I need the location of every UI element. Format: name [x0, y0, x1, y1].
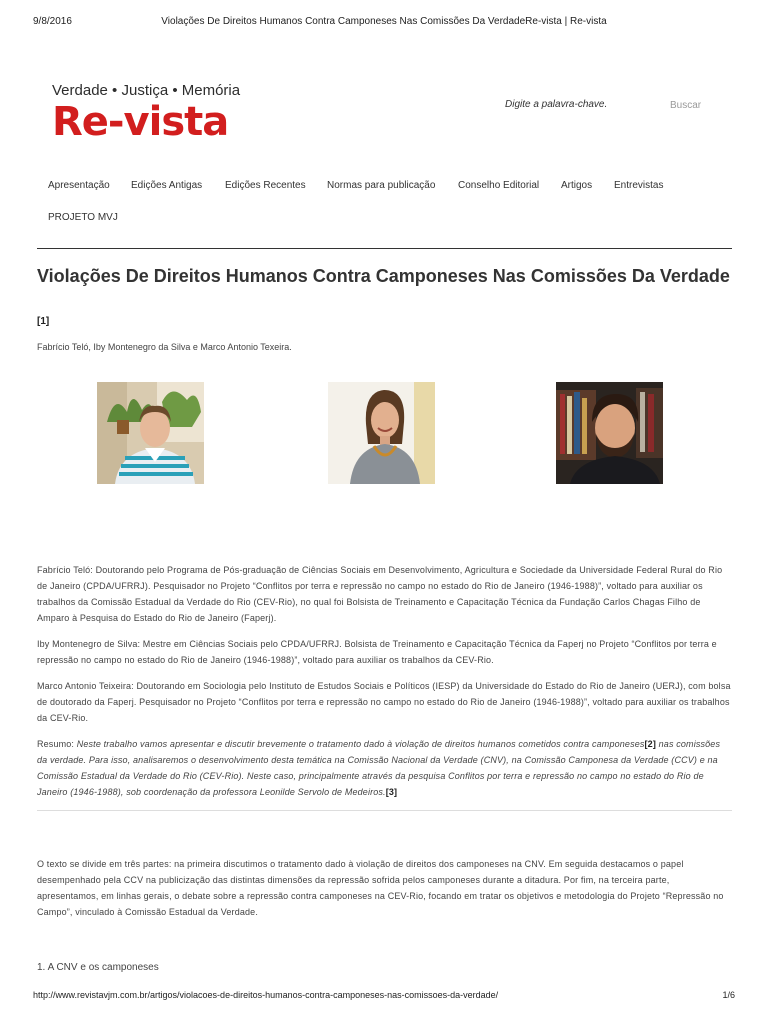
header-divider	[37, 248, 732, 249]
author-photo-fabricio	[97, 382, 204, 484]
print-header	[33, 16, 735, 30]
site-logo[interactable]	[52, 82, 252, 146]
nav-item-edicoes-recentes[interactable]: Edições Recentes	[225, 180, 306, 191]
article-authors: Fabrício Teló, Iby Montenegro da Silva e Marco Antonio Texeira.	[37, 342, 292, 352]
nav-item-apresentacao[interactable]: Apresentação	[48, 180, 110, 191]
article-abstract	[37, 736, 732, 800]
abstract-text-1: Neste trabalho vamos apresentar e discutir brevemente o tratamento dado à violação de direitos humanos cometidos contra camponeses	[76, 739, 645, 749]
footnote-link-2[interactable]: [2]	[644, 739, 656, 749]
logo-brand: Re-vista	[52, 99, 229, 145]
nav-item-conselho-editorial[interactable]: Conselho Editorial	[458, 180, 540, 191]
nav-item-normas[interactable]: Normas para publicação	[327, 180, 436, 191]
logo-tagline: Verdade • Justiça • Memória	[52, 82, 241, 99]
search-form	[505, 100, 735, 116]
nav-item-edicoes-antigas[interactable]: Edições Antigas	[131, 180, 203, 191]
abstract-label: Resumo:	[37, 739, 77, 749]
nav-item-artigos[interactable]: Artigos	[561, 180, 593, 191]
author-photo-iby	[328, 382, 435, 484]
print-page-title: Violações De Direitos Humanos Contra Camponeses Nas Comissões Da VerdadeRe-vista | Re-vista	[161, 16, 607, 27]
nav-item-projeto-mvj[interactable]: PROJETO MVJ	[48, 212, 118, 223]
nav-item-entrevistas[interactable]: Entrevistas	[614, 180, 664, 191]
footnote-link-1[interactable]: [1]	[37, 316, 50, 327]
article-intro-paragraph: O texto se divide em três partes: na primeira discutimos o tratamento dado à violação de direitos dos camponeses na CNV. Em seguida destacamos o papel desempenhado pela CCV na publicização das distintas dimensões da repressão sofrida pelos camponeses durante a ditadura. Por fim, na terceira parte, apresentamos, em linhas gerais, o debate sobre a repressão contra camponeses na CEV-Rio, focando em tratar os objetivos e metodologia do Projeto “Repressão no Campo”, vinculado à Comissão Estadual da Verdade.	[37, 859, 724, 917]
abstract-divider	[37, 810, 732, 811]
abstract-text-2: nas comissões da verdade. Para isso, analisaremos o desenvolvimento desta temática na Comissão Nacional da Verdade (CNV), na Comissão Camponesa da Verdade (CCV) e na Comissão Estadual da Verdade do Rio (CEV-Rio). Neste caso, principalmente através da pesquisa Conflitos por terra e repressão no campo no estado do Rio de Janeiro (1946-1988), sob coordenação da professora Leonilde Servolo de Medeiros.	[37, 739, 721, 797]
search-button[interactable]: Buscar	[670, 100, 702, 111]
article-title: Violações De Direitos Humanos Contra Camponeses Nas Comissões Da Verdade	[37, 266, 730, 286]
author-photo-marco	[556, 382, 663, 484]
print-footer	[33, 990, 735, 1004]
author-bio-iby: Iby Montenegro de Silva: Mestre em Ciências Sociais pelo CPDA/UFRRJ. Bolsista de Treinamento e Capacitação Técnica da Faperj no Projeto “Conflitos por terra e repressão no campo no estado do Rio de Janeiro (1946-1988)”, voltado para auxiliar os trabalhos da CEV-Rio.	[37, 639, 717, 665]
print-url: http://www.revistavjm.com.br/artigos/violacoes-de-direitos-humanos-contra-camponeses-nas-comissoes-da-verdade/	[33, 990, 499, 1000]
author-bio-marco: Marco Antonio Teixeira: Doutorando em Sociologia pelo Instituto de Estudos Sociais e Políticos (IESP) da Universidade do Estado do Rio de Janeiro (UERJ), com bolsa de doutorado da Faperj. Pesquisador no Projeto “Conflitos por terra e repressão no campo no estado do Rio de Janeiro (1946-1988)”, voltado para auxiliar os trabalhos da CEV-Rio.	[37, 681, 731, 723]
section-heading: 1. A CNV e os camponeses	[37, 962, 159, 973]
search-input[interactable]	[505, 99, 655, 110]
author-bio-fabricio: Fabrício Teló: Doutorando pelo Programa de Pós-graduação de Ciências Sociais em Desenvolvimento, Agricultura e Sociedade da Universidade Federal Rural do Rio de Janeiro (CPDA/UFRRJ). Pesquisador no Projeto “Conflitos por terra e repressão no campo no estado do Rio de Janeiro (1946-1988)”, voltado para auxiliar os trabalhos da Comissão Estadual da Verdade do Rio (CEV-Rio), no qual foi Bolsista de Treinamento e Capacitação Técnica da Fundação Carlos Chagas Filho de Amparo à Pesquisa do Estado do Rio de Janeiro (Faperj).	[37, 565, 723, 623]
footnote-link-3[interactable]: [3]	[385, 787, 398, 797]
print-date: 9/8/2016	[33, 16, 72, 27]
print-page-number: 1/6	[722, 990, 735, 1000]
